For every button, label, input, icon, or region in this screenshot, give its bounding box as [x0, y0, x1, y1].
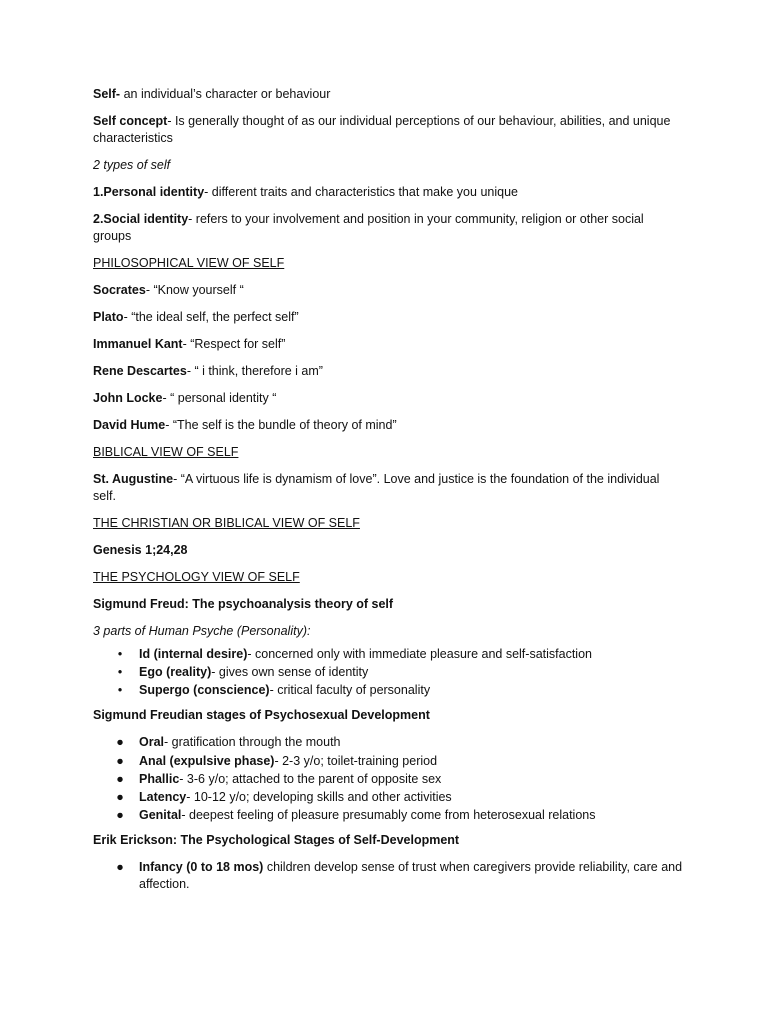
- bullet-icon: ●: [116, 735, 124, 750]
- list-item: ● Genital- deepest feeling of pleasure presumably come from heterosexual relations: [116, 808, 596, 823]
- list-item: • Ego (reality)- gives own sense of identity: [93, 664, 683, 681]
- philosopher-entry: David Hume- “The self is the bundle of theory of mind”: [93, 418, 397, 432]
- philosopher-entry: Plato- “the ideal self, the perfect self”: [93, 310, 299, 324]
- psychosexual-stages-list: [93, 734, 683, 824]
- bullet-icon: ●: [116, 771, 124, 786]
- psychology-view-heading: THE PSYCHOLOGY VIEW OF SELF: [93, 570, 300, 584]
- list-item: • Id (internal desire)- concerned only with immediate pleasure and self-satisfaction: [93, 646, 683, 663]
- erikson-title: Erik Erickson: The Psychological Stages of Self-Development: [93, 833, 460, 848]
- christian-view-heading: THE CHRISTIAN OR BIBLICAL VIEW OF SELF: [93, 516, 360, 530]
- psyche-intro: 3 parts of Human Psyche (Personality):: [93, 624, 311, 638]
- philosopher-entry: John Locke- “ personal identity “: [93, 391, 277, 405]
- types-of-self-heading: 2 types of self: [93, 158, 171, 172]
- list-item: ● Anal (expulsive phase)- 2-3 y/o; toilet-training period: [116, 753, 438, 768]
- list-item: ● Oral- gratification through the mouth: [116, 735, 341, 750]
- bullet-icon: ●: [116, 753, 124, 768]
- self-concept-definition: Self concept- Is generally thought of as our individual perceptions of our behaviour, abilities, and unique characteristics: [93, 114, 671, 145]
- self-definition: Self- an individual’s character or behaviour: [93, 87, 331, 101]
- genesis-reference: Genesis 1;24,28: [93, 543, 188, 557]
- bullet-icon: •: [117, 665, 123, 680]
- philosopher-entry: Immanuel Kant- “Respect for self”: [93, 337, 286, 351]
- philosopher-entry: Rene Descartes- “ i think, therefore i am”: [93, 364, 323, 378]
- freud-theory-title: Sigmund Freud: The psychoanalysis theory of self: [93, 597, 394, 611]
- erikson-stages-list: [93, 859, 683, 893]
- personal-identity: 1.Personal identity- different traits and characteristics that make you unique: [93, 185, 518, 199]
- list-item: ● Infancy (0 to 18 mos) children develop sense of trust when caregivers provide reliability, care and affection.: [116, 860, 683, 892]
- bullet-icon: ●: [116, 789, 124, 804]
- bullet-icon: •: [117, 683, 123, 698]
- psyche-parts-list: [93, 646, 683, 699]
- list-item: ● Phallic- 3-6 y/o; attached to the parent of opposite sex: [116, 771, 442, 786]
- augustine-entry: St. Augustine- “A virtuous life is dynamism of love”. Love and justice is the foundation of the individual self.: [93, 472, 660, 503]
- stages-title: Sigmund Freudian stages of Psychosexual Development: [93, 708, 430, 723]
- bullet-icon: •: [117, 647, 123, 661]
- philosopher-entry: Socrates- “Know yourself “: [93, 283, 244, 297]
- list-item: ● Latency- 10-12 y/o; developing skills and other activities: [116, 789, 452, 804]
- social-identity: 2.Social identity- refers to your involvement and position in your community, religion or other social groups: [93, 212, 644, 243]
- list-item: • Supergo (conscience)- critical faculty of personality: [93, 682, 683, 699]
- philosophical-view-heading: PHILOSOPHICAL VIEW OF SELF: [93, 256, 285, 270]
- biblical-view-heading: BIBLICAL VIEW OF SELF: [93, 445, 239, 459]
- document-body: [93, 86, 683, 901]
- bullet-icon: ●: [116, 808, 124, 823]
- bullet-icon: ●: [116, 860, 124, 875]
